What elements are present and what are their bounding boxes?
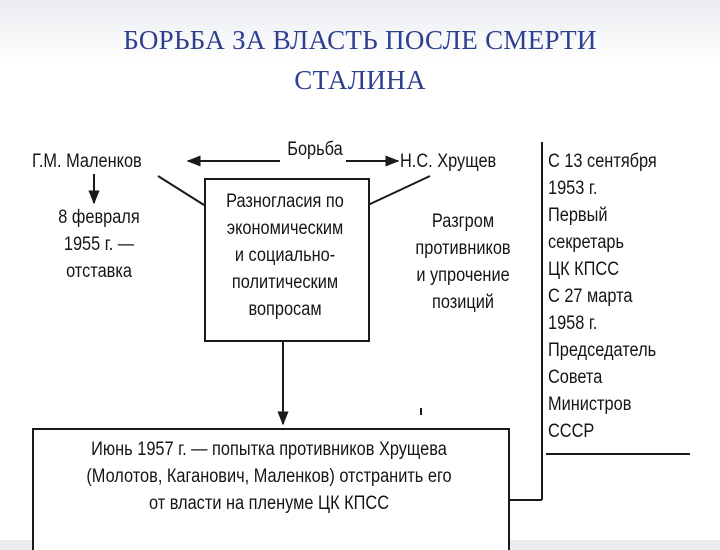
khrushchev-outcome-line: и упрочение <box>416 265 510 286</box>
khrushchev-posts-line: С 13 сентября <box>548 151 657 172</box>
khrushchev-posts-line: Совета <box>548 367 603 388</box>
khrushchev-posts-line: секретарь <box>548 232 625 253</box>
line-malenkov-to-box <box>158 176 204 205</box>
khrushchev-posts-line: 1958 г. <box>548 313 598 334</box>
khrushchev-posts-line: Первый <box>548 205 608 226</box>
disagreements-line: и социально- <box>234 245 336 266</box>
disagreements-line: экономическим <box>226 218 344 239</box>
malenkov-name: Г.М. Маленков <box>32 151 142 172</box>
malenkov-fate-line: 8 февраля <box>58 207 140 228</box>
khrushchev-posts <box>548 148 657 445</box>
june-1957-line: (Молотов, Каганович, Маленков) отстранить его <box>86 466 452 487</box>
khrushchev-outcome-line: позиций <box>431 292 494 313</box>
disagreements-text <box>221 188 350 323</box>
struggle-label: Борьба <box>287 139 343 160</box>
khrushchev-posts-line: С 27 марта <box>548 286 633 307</box>
khrushchev-posts-line: ЦК КПСС <box>548 259 620 280</box>
khrushchev-name: Н.С. Хрущев <box>400 151 497 172</box>
khrushchev-outcome-line: Разгром <box>431 211 495 232</box>
disagreements-line: Разногласия по <box>226 191 344 212</box>
malenkov-fate <box>43 204 155 285</box>
khrushchev-outcome-line: противников <box>415 238 511 259</box>
june-1957-line: Июнь 1957 г. — попытка противников Хрущева <box>91 439 447 460</box>
slide-title <box>0 20 720 100</box>
diagram-scan <box>18 108 720 540</box>
june-1957-text <box>70 436 467 517</box>
khrushchev-posts-line: СССР <box>548 421 595 442</box>
slide-title-line-2: СТАЛИНА <box>294 65 426 95</box>
khrushchev-posts-line: Председатель <box>548 340 657 361</box>
khrushchev-outcome <box>399 208 528 316</box>
line-khrushchev-to-box <box>368 176 430 205</box>
disagreements-line: вопросам <box>248 299 322 320</box>
malenkov-fate-line: 1955 г. — <box>63 234 135 255</box>
malenkov-fate-line: отставка <box>66 261 132 282</box>
khrushchev-posts-line: Министров <box>548 394 632 415</box>
khrushchev-posts-line: 1953 г. <box>548 178 598 199</box>
june-1957-line: от власти на пленуме ЦК КПСС <box>148 493 389 514</box>
slide-title-line-1: БОРЬБА ЗА ВЛАСТЬ ПОСЛЕ СМЕРТИ <box>123 25 597 55</box>
disagreements-line: политическим <box>231 272 339 293</box>
